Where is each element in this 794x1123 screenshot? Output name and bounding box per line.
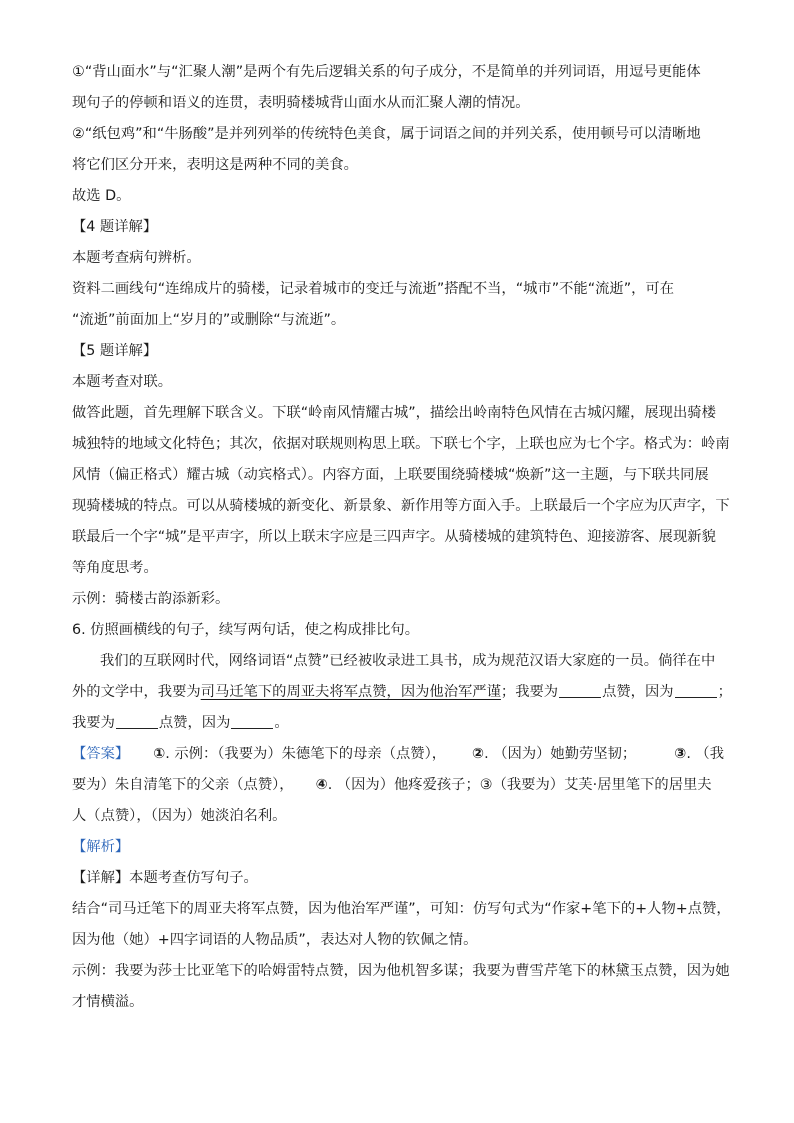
answer-number-1: ①: [153, 746, 166, 762]
passage-text: ；: [717, 684, 732, 700]
text-line: 本题考查病句辨析。: [72, 250, 201, 266]
passage-line: 我们的互联网时代，网络词语“点赞”已经被收录进工具书，成为规范汉语大家庭的一员。倘徉在中: [100, 653, 716, 669]
answer-blank: [231, 714, 273, 729]
answer-text: . 示例：（我要为）朱德笔下的母亲（点赞），: [165, 746, 447, 762]
answer-blank: [116, 714, 158, 729]
answer-text: . （我: [686, 746, 724, 762]
text-line: 结合“司马迁笔下的周亚夫将军点赞，因为他治军严谨”，可知：仿写句式为“作家+笔下的+人物+点赞，: [72, 901, 731, 917]
text-line: 等角度思考。: [72, 560, 158, 576]
passage-line: [72, 713, 289, 733]
text-line: 故选 D。: [72, 188, 131, 204]
text-line: 才情横溢。: [72, 994, 144, 1010]
passage-text: ；我要为: [500, 684, 559, 700]
text-line: 【详解】本题考查仿写句子。: [72, 870, 258, 886]
text-line: 现句子的停顿和语义的连贯，表明骑楼城背山面水从而汇聚人潮的情况。: [72, 95, 530, 111]
answer-number-3: ③: [674, 746, 687, 762]
passage-text: 外的文学中，我要为: [72, 684, 201, 700]
answer-line: [72, 775, 712, 795]
passage-text: 点赞，因为: [158, 715, 231, 731]
text-line: 现骑楼城的特点。可以从骑楼城的新变化、新景象、新作用等方面入手。上联最后一个字应为仄声字，下: [72, 498, 730, 514]
answer-line: [72, 744, 724, 764]
passage-text: 我要为: [72, 715, 115, 731]
text-line: 资料二画线句“连绵成片的骑楼，记录着城市的变迁与流逝”搭配不当，“城市”不能“流逝”，可在: [72, 281, 675, 297]
text-line: 将它们区分开来，表明这是两种不同的美食。: [72, 157, 358, 173]
text-line: “流逝”前面加上“岁月的”或删除“与流逝”。: [72, 312, 346, 328]
section-heading: 【5 题详解】: [72, 343, 158, 359]
text-line: ②“纸包鸡”和“牛肠酸”是并列列举的传统特色美食，属于词语之间的并列关系，使用顿号可以清晰地: [72, 126, 701, 142]
text-line: ①“背山面水”与“汇聚人潮”是两个有先后逻辑关系的句子成分，不是简单的并列词语，用逗号更能体: [72, 64, 701, 80]
answer-text: . （因为）他疼爱孩子；③（我要为）艾芙·居里笔下的居里夫: [327, 777, 712, 793]
analysis-label: 【解析】: [72, 839, 130, 855]
answer-text: 要为）朱自清笔下的父亲（点赞），: [72, 777, 294, 793]
section-heading: 【4 题详解】: [72, 219, 158, 235]
answer-blank: [675, 683, 717, 698]
text-line: 城独特的地域文化特色；其次，依据对联规则构思上联。下联七个字，上联也应为七个字。格式为：岭南: [72, 436, 730, 452]
answer-text: . （因为）她勤劳坚韧；: [484, 746, 637, 762]
text-line: 本题考查对联。: [72, 374, 173, 390]
answer-number-2: ②: [472, 746, 485, 762]
text-line: 风情（偏正格式）耀古城（动宾格式）。内容方面，上联要围绕骑楼城“焕新”这一主题，与下联共同展: [72, 467, 709, 483]
text-line: 做答此题，首先理解下联含义。下联“岭南风情耀古城”，描绘出岭南特色风情在古城闪耀，展现出骑楼: [72, 405, 716, 421]
text-line: 因为他（她）+四字词语的人物品质”，表达对人物的钦佩之情。: [72, 932, 478, 948]
answer-blank: [559, 683, 601, 698]
answer-line: 人（点赞），（因为）她淡泊名利。: [72, 808, 287, 824]
passage-line: [72, 682, 732, 702]
answer-number-4: ④: [315, 777, 328, 793]
answer-label: 【答案】: [72, 746, 130, 762]
passage-text: 。: [274, 715, 289, 731]
text-line: 联最后一个字“城”是平声字，所以上联末字应是三四声字。从骑楼城的建筑特色、迎接游客、展现新貌: [72, 529, 716, 545]
text-line: 示例：我要为莎士比亚笔下的哈姆雷特点赞，因为他机智多谋；我要为曹雪芹笔下的林黛玉点赞，因为她: [72, 963, 730, 979]
question-title: 6. 仿照画横线的句子，续写两句话，使之构成排比句。: [72, 622, 420, 638]
passage-text: 点赞，因为: [602, 684, 674, 700]
underlined-sentence: 司马迁笔下的周亚夫将军点赞，因为他治军严谨: [200, 684, 501, 700]
text-line: 示例：骑楼古韵添新彩。: [72, 591, 230, 607]
